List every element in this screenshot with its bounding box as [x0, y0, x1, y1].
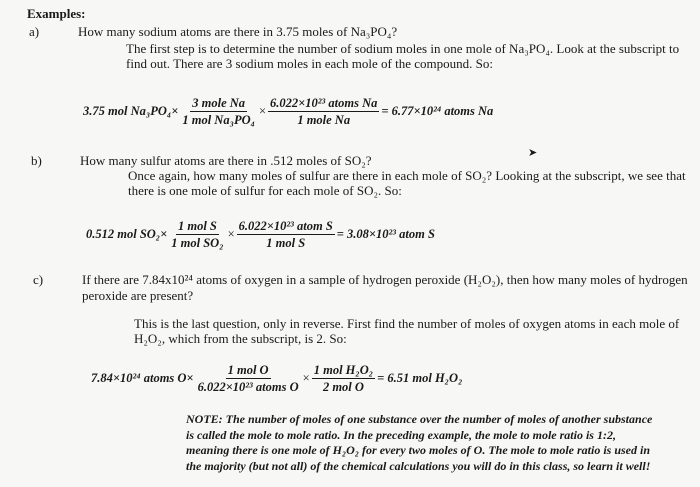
eq-b-times: × — [227, 227, 235, 241]
eq-b-fraction-2 — [237, 219, 335, 250]
examples-heading: Examples: — [27, 6, 86, 21]
eq-a-f2-numerator: 6.022×10²³ atoms Na — [270, 96, 378, 110]
example-a-explanation-line2: find out. There are 3 sodium moles in each mole of the compound. So: — [126, 56, 493, 71]
eq-b-start: 0.512 mol SO₂× — [86, 227, 168, 241]
eq-c-f2-denominator: 2 mol O — [322, 380, 364, 394]
eq-a-start: 3.75 mol Na₃PO₄× — [83, 104, 179, 118]
example-a-explanation-line1: The first step is to determine the number of sodium moles in one mole of Na₃PO₄. Look at the subscript to — [126, 41, 680, 56]
eq-c-times: × — [302, 371, 310, 385]
example-c-explanation-line2: H₂O₂, which from the subscript, is 2. So: — [134, 331, 347, 346]
eq-a-f1-denominator: 1 mol Na₃PO₄ — [182, 113, 255, 127]
example-c-explanation-line1: This is the last question, only in reverse. First find the number of moles of oxygen atoms in each mole of — [134, 316, 680, 331]
example-b-question: How many sulfur atoms are there in .512 moles of SO₂? — [80, 153, 372, 168]
mouse-cursor-icon: ➤ — [528, 147, 538, 159]
example-c-equation — [90, 363, 463, 394]
example-b-equation — [85, 219, 436, 250]
eq-a-fraction-1 — [180, 96, 257, 127]
mole-ratio-note — [186, 412, 652, 474]
example-c-question-line1: If there are 7.84x10²⁴ atoms of oxygen in a sample of hydrogen peroxide (H₂O₂), then how many moles of hydrogen — [82, 272, 688, 287]
eq-c-fraction-1 — [196, 363, 301, 394]
note-line-1: NOTE: The number of moles of one substance over the number of moles of another substance — [186, 412, 653, 426]
eq-a-times: × — [258, 104, 267, 118]
eq-b-result: = 3.08×10²³ atom S — [336, 227, 435, 241]
example-a-marker: a) — [29, 24, 40, 39]
eq-b-f2-numerator: 6.022×10²³ atom S — [238, 219, 333, 233]
eq-a-result: = 6.77×10²⁴ atoms Na — [381, 104, 494, 118]
example-c-question-line2: peroxide are present? — [82, 288, 194, 303]
eq-b-f1-numerator: 1 mol S — [177, 219, 217, 233]
example-c-marker: c) — [33, 272, 44, 287]
example-a-equation — [82, 96, 494, 127]
eq-c-fraction-2 — [312, 363, 375, 394]
eq-c-start: 7.84×10²⁴ atoms O× — [91, 371, 194, 385]
note-line-3: meaning there is one mole of H₂O₂ for every two moles of O. The mole to mole ratio is used in — [186, 443, 651, 457]
eq-a-fraction-2 — [268, 96, 379, 127]
eq-a-f1-numerator: 3 mole Na — [192, 96, 246, 110]
eq-b-f1-denominator: 1 mol SO₂ — [171, 236, 224, 250]
eq-a-f2-denominator: 1 mole Na — [297, 113, 351, 127]
eq-c-f2-numerator: 1 mol H₂O₂ — [313, 363, 374, 377]
eq-c-f1-denominator: 6.022×10²³ atoms O — [197, 380, 299, 394]
eq-b-fraction-1 — [169, 219, 225, 250]
example-b-explanation-line1: Once again, how many moles of sulfur are there in each mole of SO₂? Looking at the subscript, we see that — [128, 168, 686, 183]
eq-b-f2-denominator: 1 mol S — [266, 236, 306, 250]
example-a-question: How many sodium atoms are there in 3.75 moles of Na₃PO₄? — [78, 24, 398, 39]
note-line-4: the majority (but not all) of the chemical calculations you will do in this class, so learn it well! — [186, 458, 651, 473]
note-line-2: is called the mole to mole ratio. In the preceding example, the mole to mole ratio is 1:2, — [186, 427, 616, 442]
eq-c-result: = 6.51 mol H₂O₂ — [377, 371, 463, 385]
example-b-explanation-line2: there is one mole of sulfur for each mole of SO₂. So: — [128, 183, 402, 198]
eq-c-f1-numerator: 1 mol O — [227, 363, 269, 377]
example-b-marker: b) — [31, 153, 42, 168]
